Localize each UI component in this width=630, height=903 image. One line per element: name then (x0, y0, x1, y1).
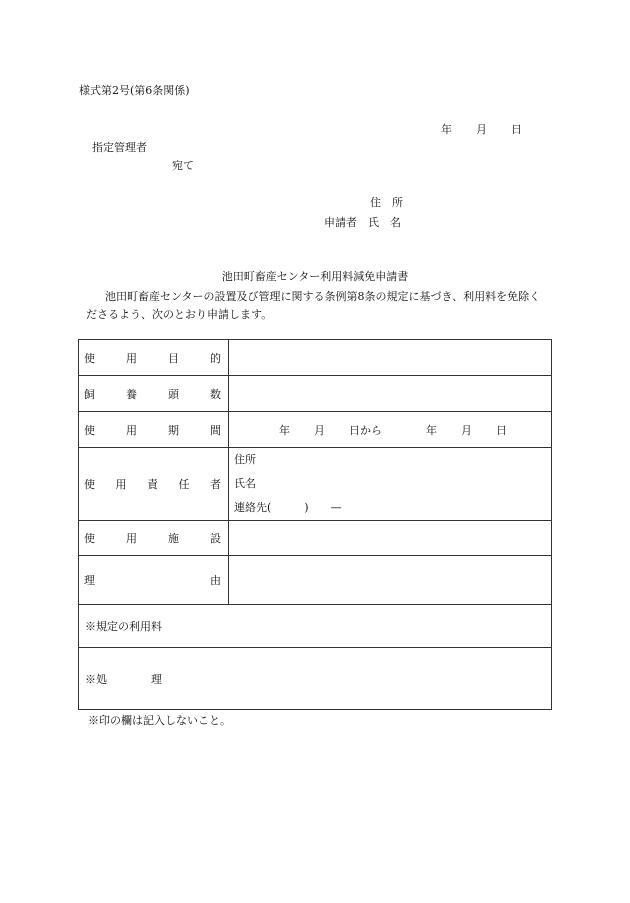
responsible-label: 使 用 責 任 者 (79, 448, 229, 521)
responsible-contact: 連絡先( ) — (234, 501, 342, 514)
purpose-field[interactable] (229, 340, 552, 376)
applicant-name-row (324, 214, 401, 230)
applicant-address-label: 住 所 (370, 196, 403, 209)
reason-field[interactable] (229, 556, 552, 605)
addressee-suffix: 宛て (172, 159, 194, 172)
fee-label: ※規定の利用料 (79, 605, 552, 648)
head-count-label: 飼 養 頭 数 (79, 376, 229, 412)
row-fee (79, 605, 552, 648)
applicant-name-label: 氏 名 (368, 216, 401, 229)
row-processing (79, 648, 552, 710)
row-head-count (79, 376, 552, 412)
facility-field[interactable] (229, 521, 552, 556)
form-number: 様式第2号(第6条関係) (79, 84, 190, 97)
responsible-field[interactable] (229, 448, 552, 521)
row-period (79, 412, 552, 448)
responsible-name: 氏名 (234, 477, 256, 490)
application-table (78, 339, 552, 710)
reason-label: 理 由 (79, 556, 229, 605)
row-purpose (79, 340, 552, 376)
row-reason (79, 556, 552, 605)
date-day: 日 (511, 123, 522, 136)
request-body: 池田町畜産センターの設置及び管理に関する条例第8条の規定に基づき、利用料を免除くださるよう、次のとおり申請します。 (86, 290, 541, 321)
responsible-address: 住所 (234, 453, 256, 466)
row-responsible (79, 448, 552, 521)
head-count-field[interactable] (229, 376, 552, 412)
row-facility (79, 521, 552, 556)
period-field[interactable]: 年 月 日から 年 月 日 (229, 412, 552, 448)
date-month: 月 (476, 123, 487, 136)
purpose-label: 使 用 目 的 (79, 340, 229, 376)
processing-label: ※処 理 (79, 648, 552, 710)
applicant-prefix: 申請者 (324, 216, 357, 229)
footnote: ※印の欄は記入しないこと。 (88, 714, 231, 727)
period-label: 使 用 期 間 (79, 412, 229, 448)
date-year: 年 (441, 123, 452, 136)
facility-label: 使 用 施 設 (79, 521, 229, 556)
addressee: 指定管理者 (92, 141, 147, 154)
application-date (441, 121, 522, 137)
document-title: 池田町畜産センター利用料減免申請書 (221, 270, 409, 283)
